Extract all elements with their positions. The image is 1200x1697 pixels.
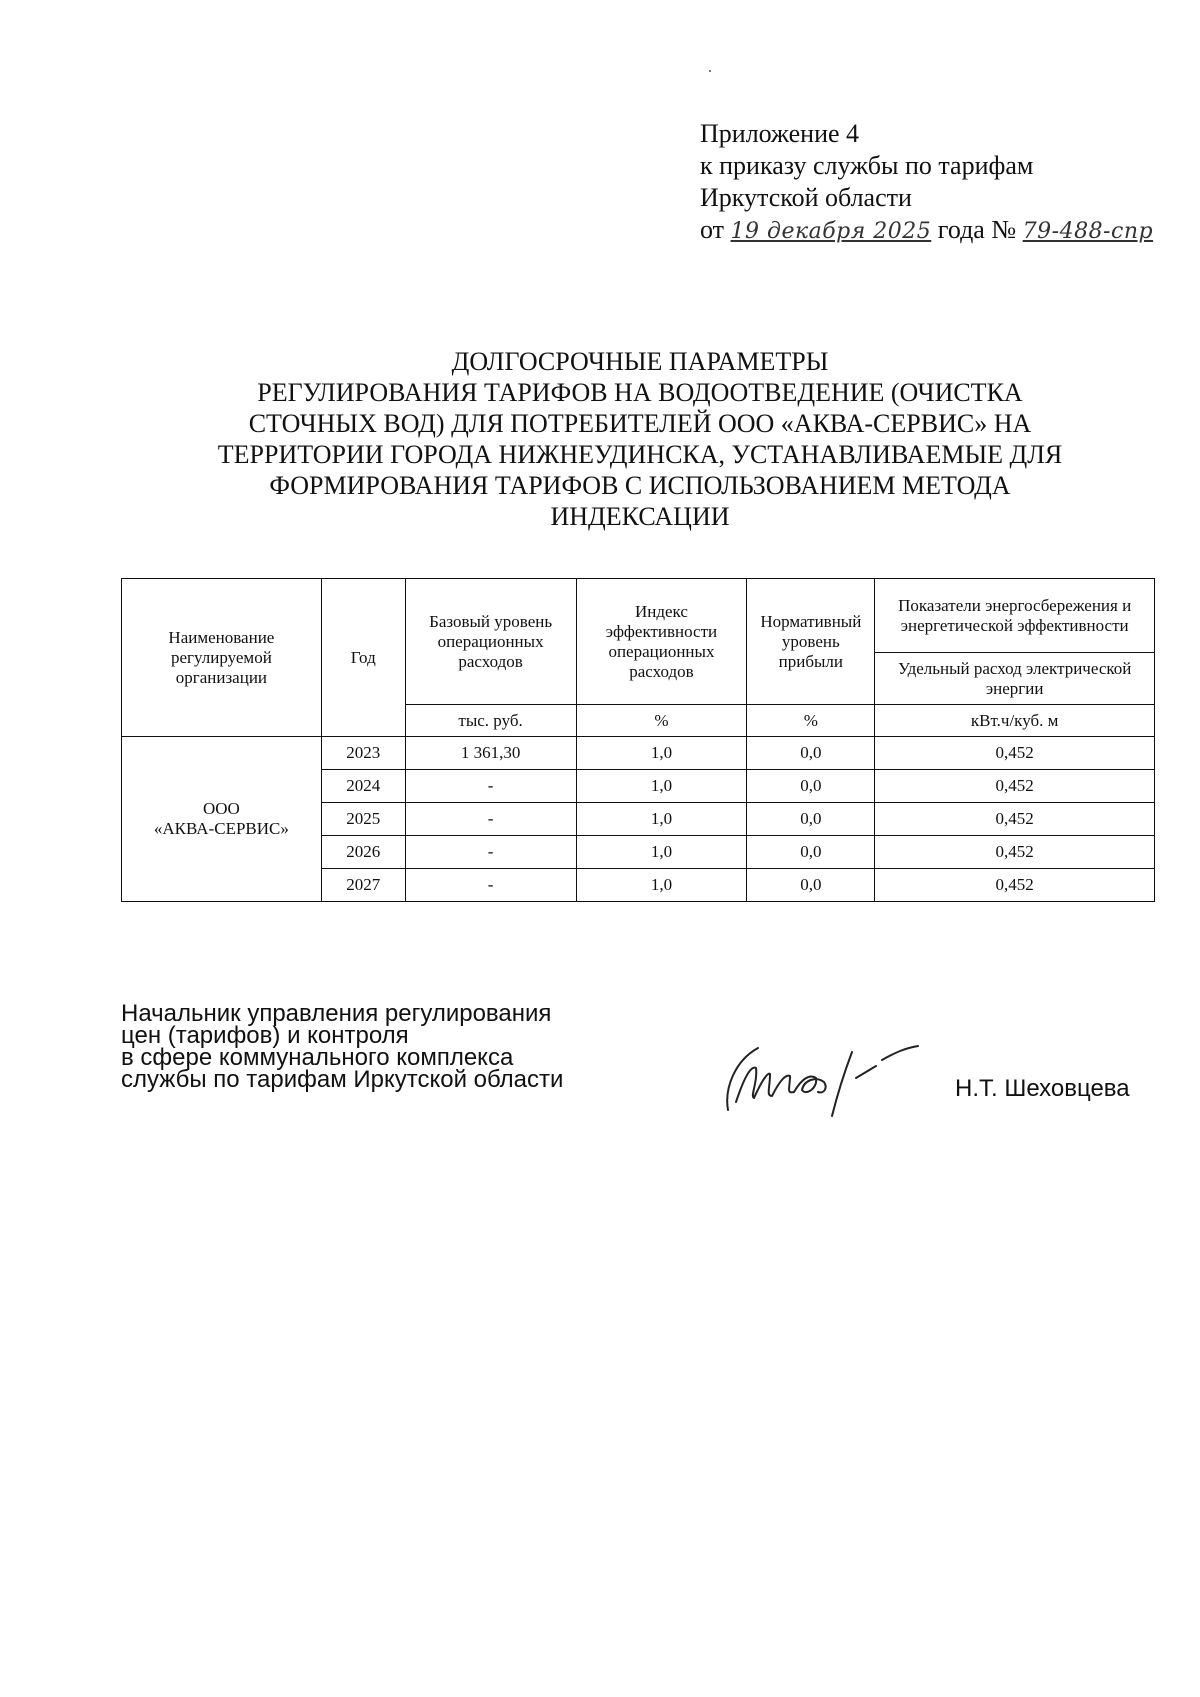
position-line: цен (тарифов) и контроля	[121, 1022, 409, 1049]
header-year: Год	[321, 579, 405, 737]
title-line: СТОЧНЫХ ВОД) ДЛЯ ПОТРЕБИТЕЛЕЙ ООО «АКВА-СЕРВИС» НА	[248, 409, 1032, 438]
header-energy-group: Показатели энергосбережения и энергетической эффективности	[875, 579, 1155, 653]
title-line: ИНДЕКСАЦИИ	[550, 502, 730, 531]
table-row	[122, 737, 1155, 770]
cell-year: 2027	[321, 869, 405, 902]
cell-index: 1,0	[576, 869, 747, 902]
organization-line: ООО	[202, 799, 240, 818]
cell-base: -	[405, 836, 576, 869]
unit-energy: кВт.ч/куб. м	[875, 705, 1155, 737]
cell-energy: 0,452	[875, 836, 1155, 869]
header-base: Базовый уровень операционных расходов	[405, 579, 576, 705]
header-index: Индекс эффективности операционных расходов	[576, 579, 747, 705]
title-line: ТЕРРИТОРИИ ГОРОДА НИЖНЕУДИНСКА, УСТАНАВЛИВАЕМЫЕ ДЛЯ	[217, 440, 1063, 469]
signatory-name: Н.Т. Шеховцева	[955, 1075, 1130, 1102]
appendix-header	[700, 118, 1153, 248]
header-norm: Нормативный уровень прибыли	[747, 579, 875, 705]
cell-year: 2023	[321, 737, 405, 770]
appendix-line-2: к приказу службы по тарифам	[700, 151, 1034, 180]
appendix-middle: года №	[937, 215, 1017, 244]
organization-line: «АКВА-СЕРВИС»	[153, 819, 289, 838]
handwritten-date: 19 декабря 2025	[730, 219, 932, 244]
appendix-line-4	[700, 214, 1153, 248]
cell-year: 2025	[321, 803, 405, 836]
appendix-line-1: Приложение 4	[700, 119, 860, 148]
cell-energy: 0,452	[875, 869, 1155, 902]
appendix-prefix: от	[700, 215, 725, 244]
cell-energy: 0,452	[875, 770, 1155, 803]
handwritten-number: 79-488-спр	[1022, 219, 1154, 244]
handwritten-signature	[706, 1032, 936, 1122]
title-line: ДОЛГОСРОЧНЫЕ ПАРАМЕТРЫ	[451, 347, 829, 376]
title-line: ФОРМИРОВАНИЯ ТАРИФОВ С ИСПОЛЬЗОВАНИЕМ МЕТОДА	[269, 471, 1011, 500]
cell-base: -	[405, 869, 576, 902]
cell-base: 1 361,30	[405, 737, 576, 770]
cell-index: 1,0	[576, 737, 747, 770]
cell-norm: 0,0	[747, 836, 875, 869]
document-title	[200, 346, 1080, 532]
unit-index: %	[576, 705, 747, 737]
cell-norm: 0,0	[747, 869, 875, 902]
position-line: в сфере коммунального комплекса	[121, 1044, 514, 1071]
cell-norm: 0,0	[747, 770, 875, 803]
cell-energy: 0,452	[875, 737, 1155, 770]
header-org: Наименование регулируемой организации	[122, 579, 322, 737]
title-line: РЕГУЛИРОВАНИЯ ТАРИФОВ НА ВОДООТВЕДЕНИЕ (ОЧИСТКА	[257, 378, 1023, 407]
signatory-position	[121, 1000, 564, 1093]
cell-index: 1,0	[576, 836, 747, 869]
unit-norm: %	[747, 705, 875, 737]
cell-norm: 0,0	[747, 803, 875, 836]
cell-year: 2024	[321, 770, 405, 803]
header-row	[122, 579, 1155, 653]
scan-speck	[709, 70, 711, 72]
cell-index: 1,0	[576, 803, 747, 836]
cell-year: 2026	[321, 836, 405, 869]
position-line: Начальник управления регулирования	[121, 1000, 552, 1027]
position-line: службы по тарифам Иркутской области	[121, 1066, 564, 1093]
cell-base: -	[405, 770, 576, 803]
cell-energy: 0,452	[875, 803, 1155, 836]
cell-base: -	[405, 803, 576, 836]
cell-index: 1,0	[576, 770, 747, 803]
organization-cell	[122, 737, 322, 902]
appendix-line-3: Иркутской области	[700, 183, 912, 212]
parameters-table	[121, 578, 1155, 902]
header-energy: Удельный расход электрической энергии	[875, 653, 1155, 705]
unit-base: тыс. руб.	[405, 705, 576, 737]
cell-norm: 0,0	[747, 737, 875, 770]
